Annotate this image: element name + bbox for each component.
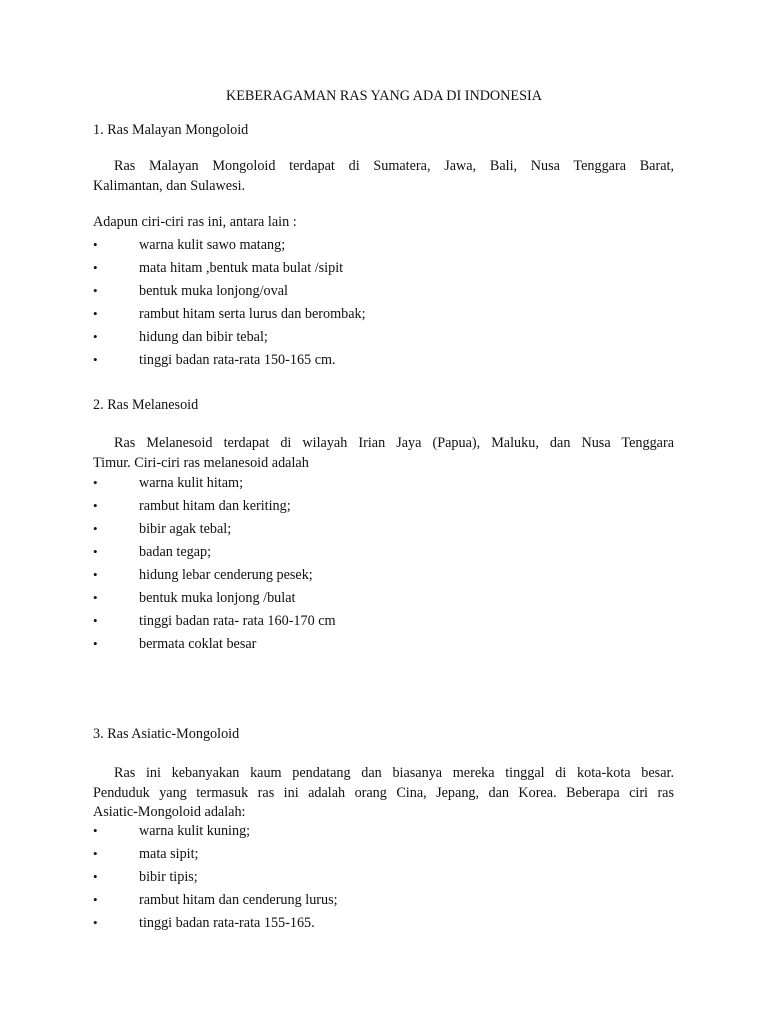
- section-3-paragraph-line-3: Asiatic-Mongoloid adalah:: [93, 804, 246, 820]
- list-item-text: mata hitam ,bentuk mata bulat /sipit: [139, 260, 344, 276]
- bullet-icon: •: [93, 567, 98, 582]
- list-item-text: rambut hitam dan cenderung lurus;: [139, 892, 338, 908]
- bullet-icon: •: [93, 475, 98, 490]
- list-item-text: bentuk muka lonjong/oval: [139, 283, 288, 299]
- bullet-icon: •: [93, 892, 98, 907]
- section-3-paragraph-line-1: Ras ini kebanyakan kaum pendatang dan biasanya mereka tinggal di kota-kota besar.: [114, 765, 674, 781]
- list-item-text: bibir agak tebal;: [139, 521, 232, 537]
- bullet-icon: •: [93, 329, 98, 344]
- list-item-text: tinggi badan rata-rata 150-165 cm.: [139, 352, 336, 368]
- section-2-heading: 2. Ras Melanesoid: [93, 397, 199, 413]
- bullet-icon: •: [93, 521, 98, 536]
- bullet-icon: •: [93, 636, 98, 651]
- bullet-icon: •: [93, 498, 98, 513]
- bullet-icon: •: [93, 237, 98, 252]
- section-2-paragraph-line-1: Ras Melanesoid terdapat di wilayah Irian Jaya (Papua), Maluku, dan Nusa Tenggara: [114, 435, 674, 451]
- section-1-heading: 1. Ras Malayan Mongoloid: [93, 122, 249, 138]
- bullet-icon: •: [93, 613, 98, 628]
- document-title: KEBERAGAMAN RAS YANG ADA DI INDONESIA: [226, 88, 542, 104]
- bullet-icon: •: [93, 283, 98, 298]
- list-item-text: bermata coklat besar: [139, 636, 257, 652]
- list-item-text: rambut hitam serta lurus dan berombak;: [139, 306, 366, 322]
- bullet-icon: •: [93, 590, 98, 605]
- list-item-text: rambut hitam dan keriting;: [139, 498, 291, 514]
- list-item-text: tinggi badan rata-rata 155-165.: [139, 915, 315, 931]
- bullet-icon: •: [93, 869, 98, 884]
- bullet-icon: •: [93, 352, 98, 367]
- bullet-icon: •: [93, 823, 98, 838]
- bullet-icon: •: [93, 544, 98, 559]
- list-item-text: hidung lebar cenderung pesek;: [139, 567, 313, 583]
- list-item-text: hidung dan bibir tebal;: [139, 329, 268, 345]
- section-3-paragraph-line-2: Penduduk yang termasuk ras ini adalah orang Cina, Jepang, dan Korea. Beberapa ciri ras: [93, 785, 674, 801]
- list-item-text: warna kulit sawo matang;: [139, 237, 286, 253]
- bullet-icon: •: [93, 915, 98, 930]
- section-3-heading: 3. Ras Asiatic-Mongoloid: [93, 726, 240, 742]
- section-1-intro: Adapun ciri-ciri ras ini, antara lain :: [93, 214, 297, 230]
- section-1-paragraph-line-1: Ras Malayan Mongoloid terdapat di Sumatera, Jawa, Bali, Nusa Tenggara Barat,: [114, 158, 674, 174]
- bullet-icon: •: [93, 260, 98, 275]
- list-item-text: badan tegap;: [139, 544, 212, 560]
- list-item-text: bibir tipis;: [139, 869, 198, 885]
- section-2-paragraph-line-2: Timur. Ciri-ciri ras melanesoid adalah: [93, 455, 309, 471]
- list-item-text: tinggi badan rata- rata 160-170 cm: [139, 613, 336, 629]
- list-item-text: mata sipit;: [139, 846, 199, 862]
- list-item-text: bentuk muka lonjong /bulat: [139, 590, 296, 606]
- section-1-paragraph-line-2: Kalimantan, dan Sulawesi.: [93, 178, 246, 194]
- list-item-text: warna kulit kuning;: [139, 823, 251, 839]
- list-item-text: warna kulit hitam;: [139, 475, 244, 491]
- bullet-icon: •: [93, 846, 98, 861]
- bullet-icon: •: [93, 306, 98, 321]
